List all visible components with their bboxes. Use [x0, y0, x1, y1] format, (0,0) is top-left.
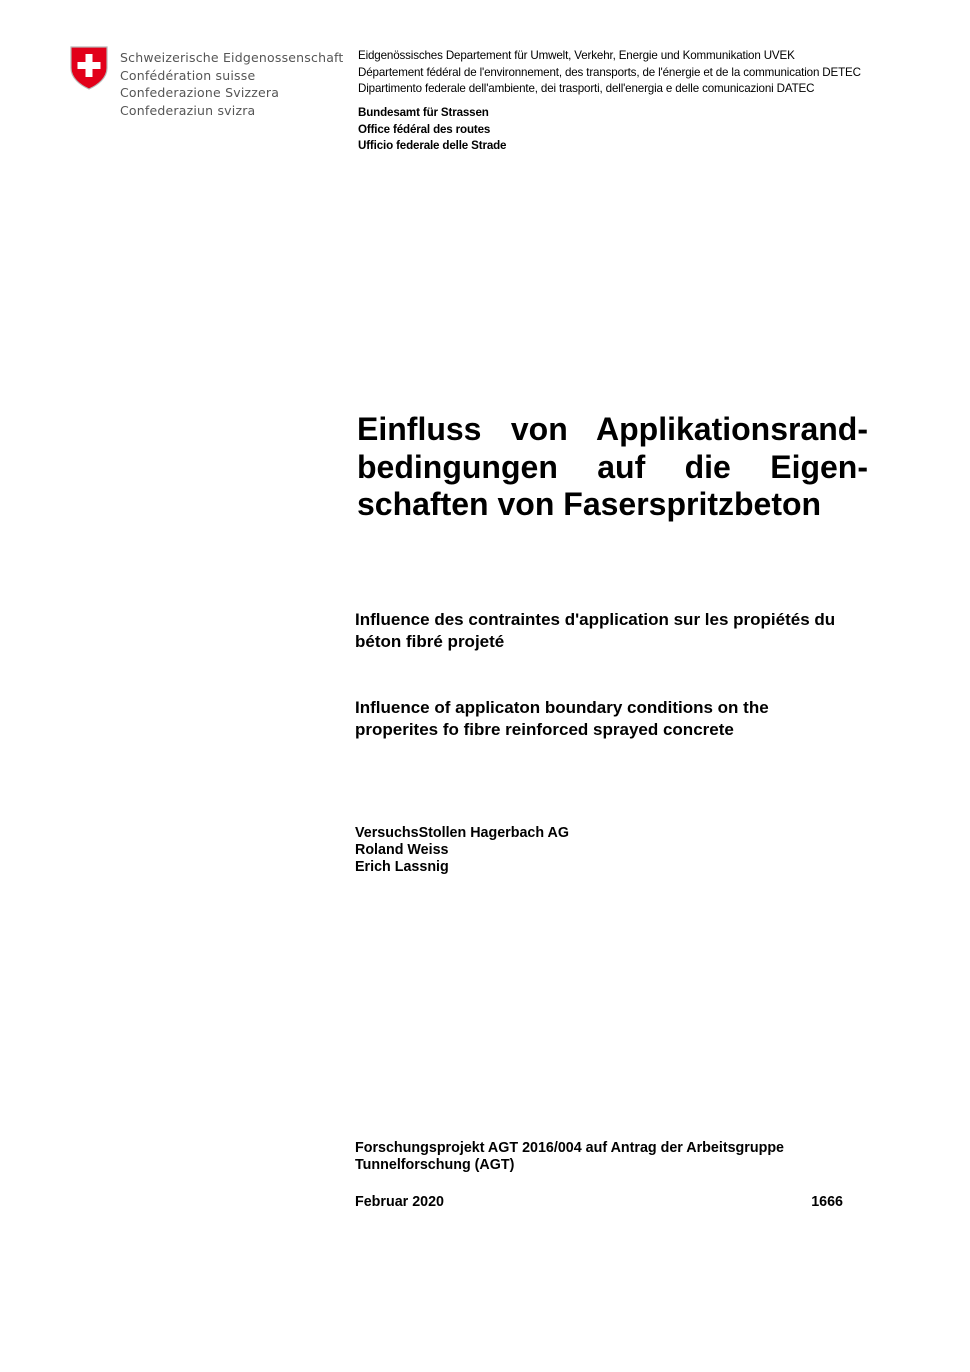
- subtitle-line: Influence des contraintes d'application sur les propiétés du: [355, 610, 836, 629]
- confederation-line: Confederazione Svizzera: [120, 85, 280, 100]
- report-title: [357, 411, 868, 524]
- subtitle-line: properites fo fibre reinforced sprayed concrete: [355, 719, 734, 739]
- author-line: Erich Lassnig: [355, 859, 449, 875]
- author-line: VersuchsStollen Hagerbach AG: [355, 825, 569, 841]
- confederation-line: Confédération suisse: [120, 67, 256, 83]
- subtitle-french: [355, 609, 895, 652]
- department-line: Dipartimento federale dell'ambiente, dei trasporti, dell'energia e delle comunicazioni DATEC: [358, 82, 815, 95]
- confederation-name: [120, 49, 344, 119]
- department-line: Département fédéral de l'environnement, des transports, de l'énergie et de la communication DETEC: [358, 65, 861, 79]
- project-line: Tunnelforschung (AGT): [355, 1157, 515, 1173]
- title-line: schaften von Faserspritzbeton: [357, 486, 822, 522]
- swiss-shield-icon: [70, 46, 108, 90]
- title-line: Einfluss von Applikationsrand-: [357, 411, 868, 447]
- subtitle-line: Influence of applicaton boundary conditions on the: [355, 698, 769, 717]
- subtitle-english: [355, 697, 895, 740]
- office-line: Ufficio federale delle Strade: [358, 139, 507, 152]
- author-line: Roland Weiss: [355, 842, 449, 858]
- report-number: 1666: [811, 1194, 843, 1210]
- title-line: bedingungen auf die Eigen-: [357, 448, 868, 485]
- office-line: Bundesamt für Strassen: [358, 106, 489, 119]
- publication-date: Februar 2020: [355, 1194, 445, 1210]
- confederation-line: Schweizerische Eidgenossenschaft: [120, 50, 344, 65]
- project-line: Forschungsprojekt AGT 2016/004 auf Antrag der Arbeitsgruppe: [355, 1140, 784, 1156]
- authors-block: [355, 825, 569, 876]
- swiss-coat-of-arms-icon: [70, 46, 108, 90]
- department-block: [358, 48, 861, 98]
- subtitle-line: béton fibré projeté: [355, 631, 505, 651]
- confederation-line: Confederaziun svizra: [120, 102, 256, 118]
- office-line: Office fédéral des routes: [358, 122, 491, 136]
- project-info: [355, 1140, 784, 1174]
- department-line: Eidgenössisches Departement für Umwelt, Verkehr, Energie und Kommunikation UVEK: [358, 49, 795, 62]
- office-block: [358, 105, 506, 155]
